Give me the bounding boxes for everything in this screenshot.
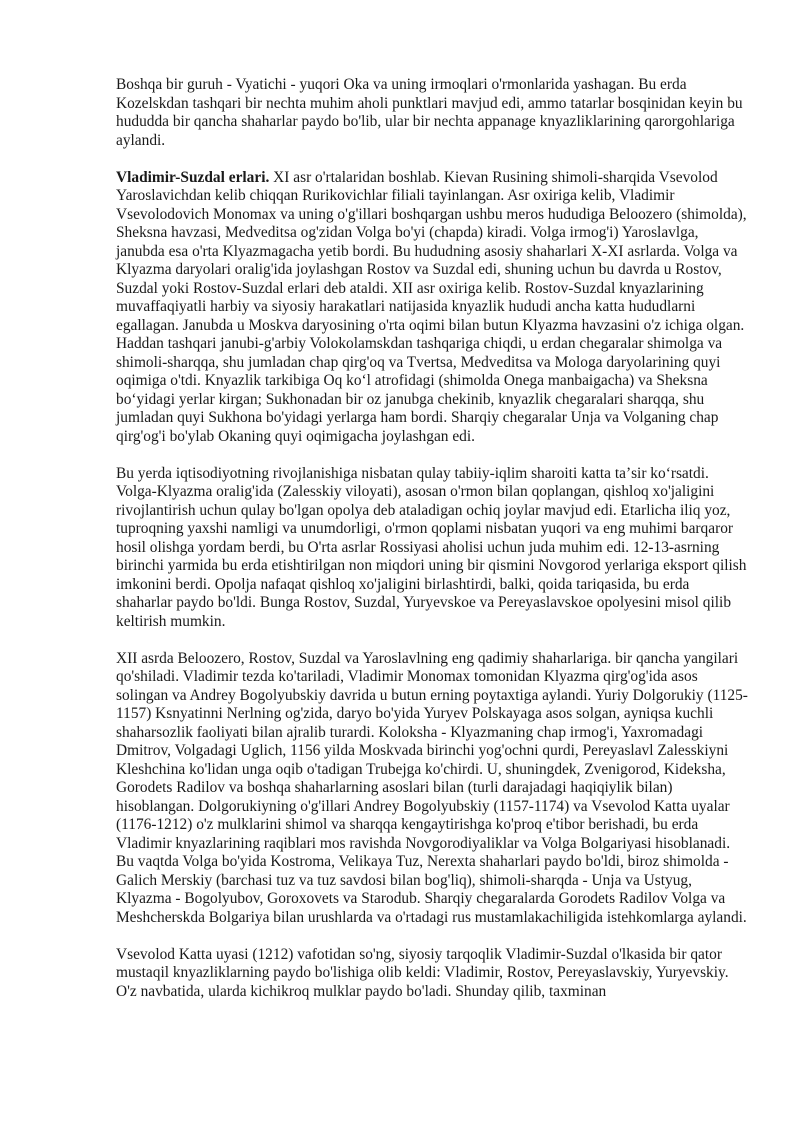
paragraph-vyatichi [116,76,748,150]
paragraph-text: XII asrda Beloozero, Rostov, Suzdal va Yaroslavlning eng qadimiy shaharlariga. bir qancha yangilari qo'shiladi. Vladimir tezda ko'tariladi, Vladimir Monomax tomonidan Klyazma qirg'og'ida asos solingan va Andrey Bogolyubskiy davrida u butun erning poytaxtiga aylandi. Yuriy Dolgorukiy (1125-1157) Ksnyatinni Nerlning og'zida, daryo bo'yida Yuryev Polskayaga asos solgan, ayniqsa kuchli shaharsozlik faoliyati bilan ajralib turardi. Koloksha - Klyazmaning chap irmog'i, Yaxromadagi Dmitrov, Volgadagi Uglich, 1156 yilda Moskvada birinchi yog'ochni qurdi, Pereyaslavl Zalesskiyni Kleshchina ko'lidan unga oqib o'tadigan Trubejga ko'chirdi. U, shuningdek, Zvenigorod, Kideksha, Gorodets Radilov va boshqa shaharlarning asoslari bilan (turli darajadagi haqiqiylik bilan) hisoblangan. Dolgorukiyning o'g'illari Andrey Bogolyubskiy (1157-1174) va Vsevolod Katta uyalar (1176-1212) o'z mulklarini shimol va sharqqa kengaytirishga ko'proq e'tibor berishadi, bu erda Vladimir knyazlarining raqiblari mos ravishda Novgorodiyaliklar va Volga Bolgariyasi hisoblanadi. Bu vaqtda Volga bo'yida Kostroma, Velikaya Tuz, Nerexta shaharlari paydo bo'ldi, biroz shimolda - Galich Merskiy (barchasi tuz va tuz savdosi bilan bog'liq), shimoli-sharqda - Unja va Ustyug, Klyazma - Bogolyubov, Goroxovets va Starodub. Sharqiy chegaralarda Gorodets Radilov Volga va Meshcherskda Bolgariya bilan urushlarda va o'rtadagi rus mustamlakachiligida istehkomlarga aylandi. [116,649,748,926]
paragraph-fragmentation [116,946,748,1002]
paragraph-cities [116,650,748,928]
paragraph-vladimir-suzdal [116,169,748,447]
section-heading: Vladimir-Suzdal erlari. [116,168,270,186]
document-page [116,76,748,1020]
paragraph-text: Vsevolod Katta uyasi (1212) vafotidan so'ng, siyosiy tarqoqlik Vladimir-Suzdal o'lkasida bir qator mustaqil knyazliklarning paydo bo'lishiga olib keldi: Vladimir, Rostov, Pereyaslavskiy, Yuryevskiy. O'z navbatida, ularda kichikroq mulklar paydo bo'ladi. Shunday qilib, taxminan [116,945,729,1000]
paragraph-text: Boshqa bir guruh - Vyatichi - yuqori Oka va uning irmoqlari o'rmonlarida yashagan. Bu erda Kozelskdan tashqari bir nechta muhim aholi punktlari mavjud edi, ammo tatarlar bosqinidan keyin bu hududda bir qancha shaharlar paydo bo'lib, ular bir nechta appanage knyazliklarining qarorgohlariga aylandi. [116,76,743,149]
paragraph-text: XI asr o'rtalaridan boshlab. Kievan Rusining shimoli-sharqida Vsevolod Yaroslavichdan kelib chiqqan Rurikovichlar filiali tayinlangan. Asr oxiriga kelib, Vladimir Vsevolodovich Monomax va uning o'g'illari boshqargan ushbu meros hududiga Beloozero (shimolda), Sheksna havzasi, Medveditsa og'zidan Volga bo'yi (chapda) kiradi. Volga irmog'i) Yaroslavlga, janubda esa o'rta Klyazmagacha yetib bordi. Bu hududning asosiy shaharlari X-XI asrlarda. Volga va Klyazma daryolari oralig'ida joylashgan Rostov va Suzdal edi, shuning uchun bu davrda u Rostov, Suzdal yoki Rostov-Suzdal erlari deb ataldi. XII asr oxiriga kelib. Rostov-Suzdal knyazlarining muvaffaqiyatli harbiy va siyosiy harakatlari natijasida knyazlik hududi ancha katta hududlarni egallagan. Janubda u Moskva daryosining o'rta oqimi bilan butun Klyazma havzasini o'z ichiga olgan. Haddan tashqari janubi-g'arbiy Volokolamskdan tashqariga chiqdi, u erdan chegaralar shimolga va shimoli-sharqqa, shu jumladan chap qirg'oq va Tvertsa, Medveditsa va Mologa daryolarining quyi oqimiga o'tdi. Knyazlik tarkibiga Oq koʻl atrofidagi (shimolda Onega manbaigacha) va Sheksna boʻyidagi yerlar kirgan; Sukhonadan bir oz janubga chekinib, knyazlik chegaralari sharqqa, shu jumladan quyi Sukhona bo'yidagi yerlarga ham bordi. Sharqiy chegaralar Unja va Volganing chap qirg'og'i bo'ylab Okaning quyi oqimigacha joylashgan edi. [116,168,747,445]
paragraph-economy [116,465,748,632]
paragraph-text: Bu yerda iqtisodiyotning rivojlanishiga nisbatan qulay tabiiy-iqlim sharoiti katta taʼsir koʻrsatdi. Volga-Klyazma oralig'ida (Zalesskiy viloyati), asosan o'rmon bilan qoplangan, qishloq xo'jaligini rivojlantirish uchun qulay bo'lgan opolya deb ataladigan ochiq joylar mavjud edi. Etarlicha iliq yoz, tuproqning yaxshi namligi va unumdorligi, o'rmon qoplami nisbatan yuqori va eng muhimi barqaror hosil olishga yordam berdi, bu O'rta asrlar Rossiyasi aholisi uchun juda muhim edi. 12-13-asrning birinchi yarmida bu erda etishtirilgan non miqdori uning bir qismini Novgorod yerlariga eksport qilish imkonini berdi. Opolja nafaqat qishloq xo'jaligini birlashtirdi, balki, qoida tariqasida, bu erda shaharlar paydo bo'ldi. Bunga Rostov, Suzdal, Yuryevskoe va Pereyaslavskoe opolyesini misol qilib keltirish mumkin. [116,464,747,630]
